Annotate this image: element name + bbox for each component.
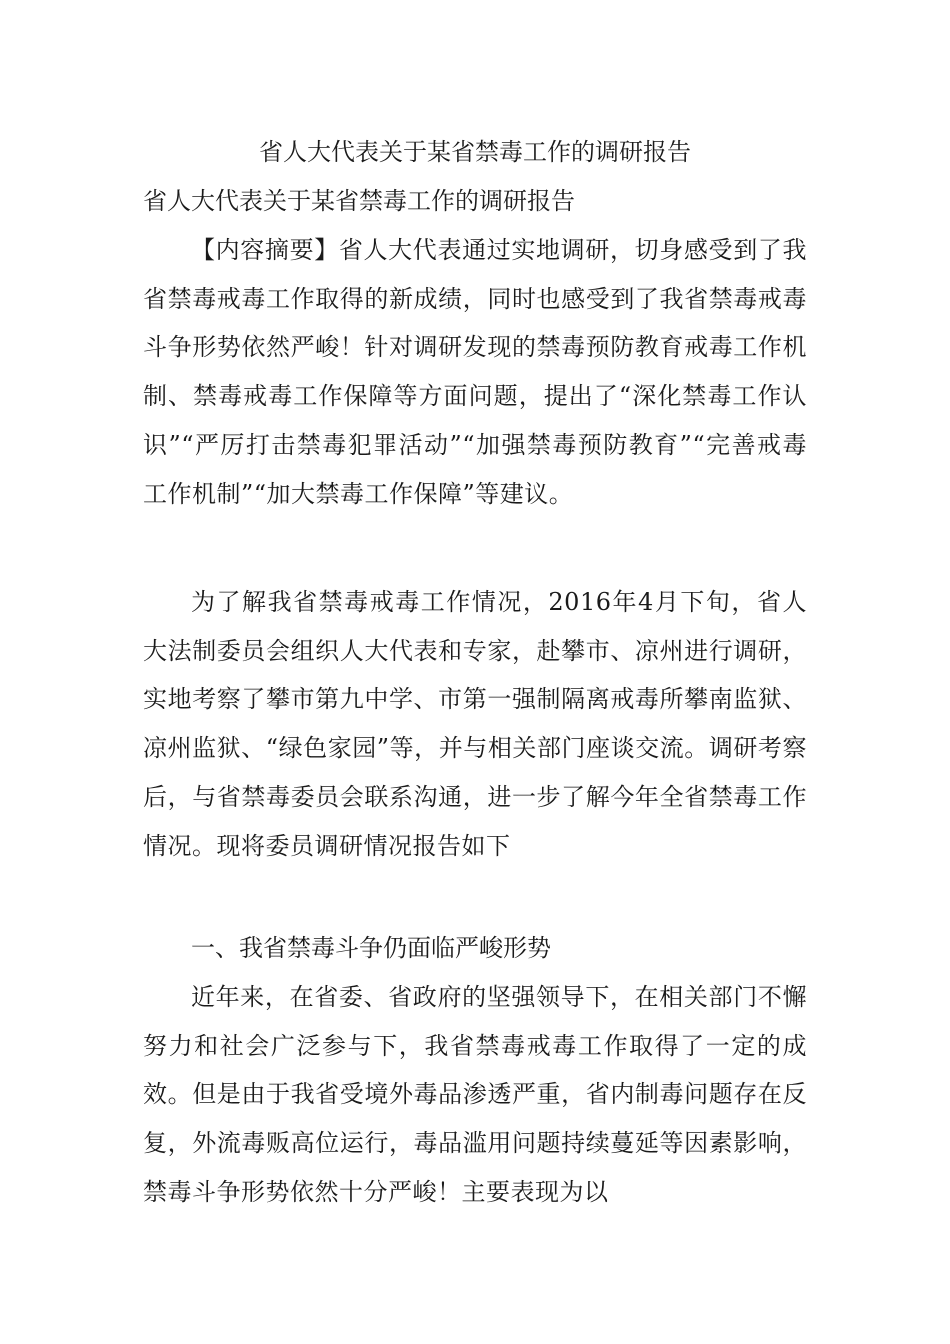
document-title: 省人大代表关于某省禁毒工作的调研报告: [259, 138, 691, 166]
document-subtitle: 省人大代表关于某省禁毒工作的调研报告: [143, 187, 575, 215]
section-heading: 一、我省禁毒斗争仍面临严峻形势: [191, 934, 551, 962]
intro-paragraph: 为了解我省禁毒戒毒工作情况，2016年4月下旬，省人大法制委员会组织人大代表和专家，赴攀市、凉州进行调研，实地考察了攀市第九中学、市第一强制隔离戒毒所攀南监狱、凉州监狱、“绿色家园”等，并与相关部门座谈交流。调研考察后，与省禁毒委员会联系沟通，进一步了解今年全省禁毒工作情况。现将委员调研情况报告如下: [143, 588, 807, 860]
section-paragraph: 近年来，在省委、省政府的坚强领导下，在相关部门不懈努力和社会广泛参与下，我省禁毒戒毒工作取得了一定的成效。但是由于我省受境外毒品渗透严重，省内制毒问题存在反复，外流毒贩高位运行，毒品滥用问题持续蔓延等因素影响，禁毒斗争形势依然十分严峻！主要表现为以: [143, 983, 807, 1206]
abstract-paragraph: 【内容摘要】省人大代表通过实地调研，切身感受到了我省禁毒戒毒工作取得的新成绩，同时也感受到了我省禁毒戒毒斗争形势依然严峻！针对调研发现的禁毒预防教育戒毒工作机制、禁毒戒毒工作保障等方面问题，提出了“深化禁毒工作认识”“严厉打击禁毒犯罪活动”“加强禁毒预防教育”“完善戒毒工作机制”“加大禁毒工作保障”等建议。: [143, 236, 807, 508]
